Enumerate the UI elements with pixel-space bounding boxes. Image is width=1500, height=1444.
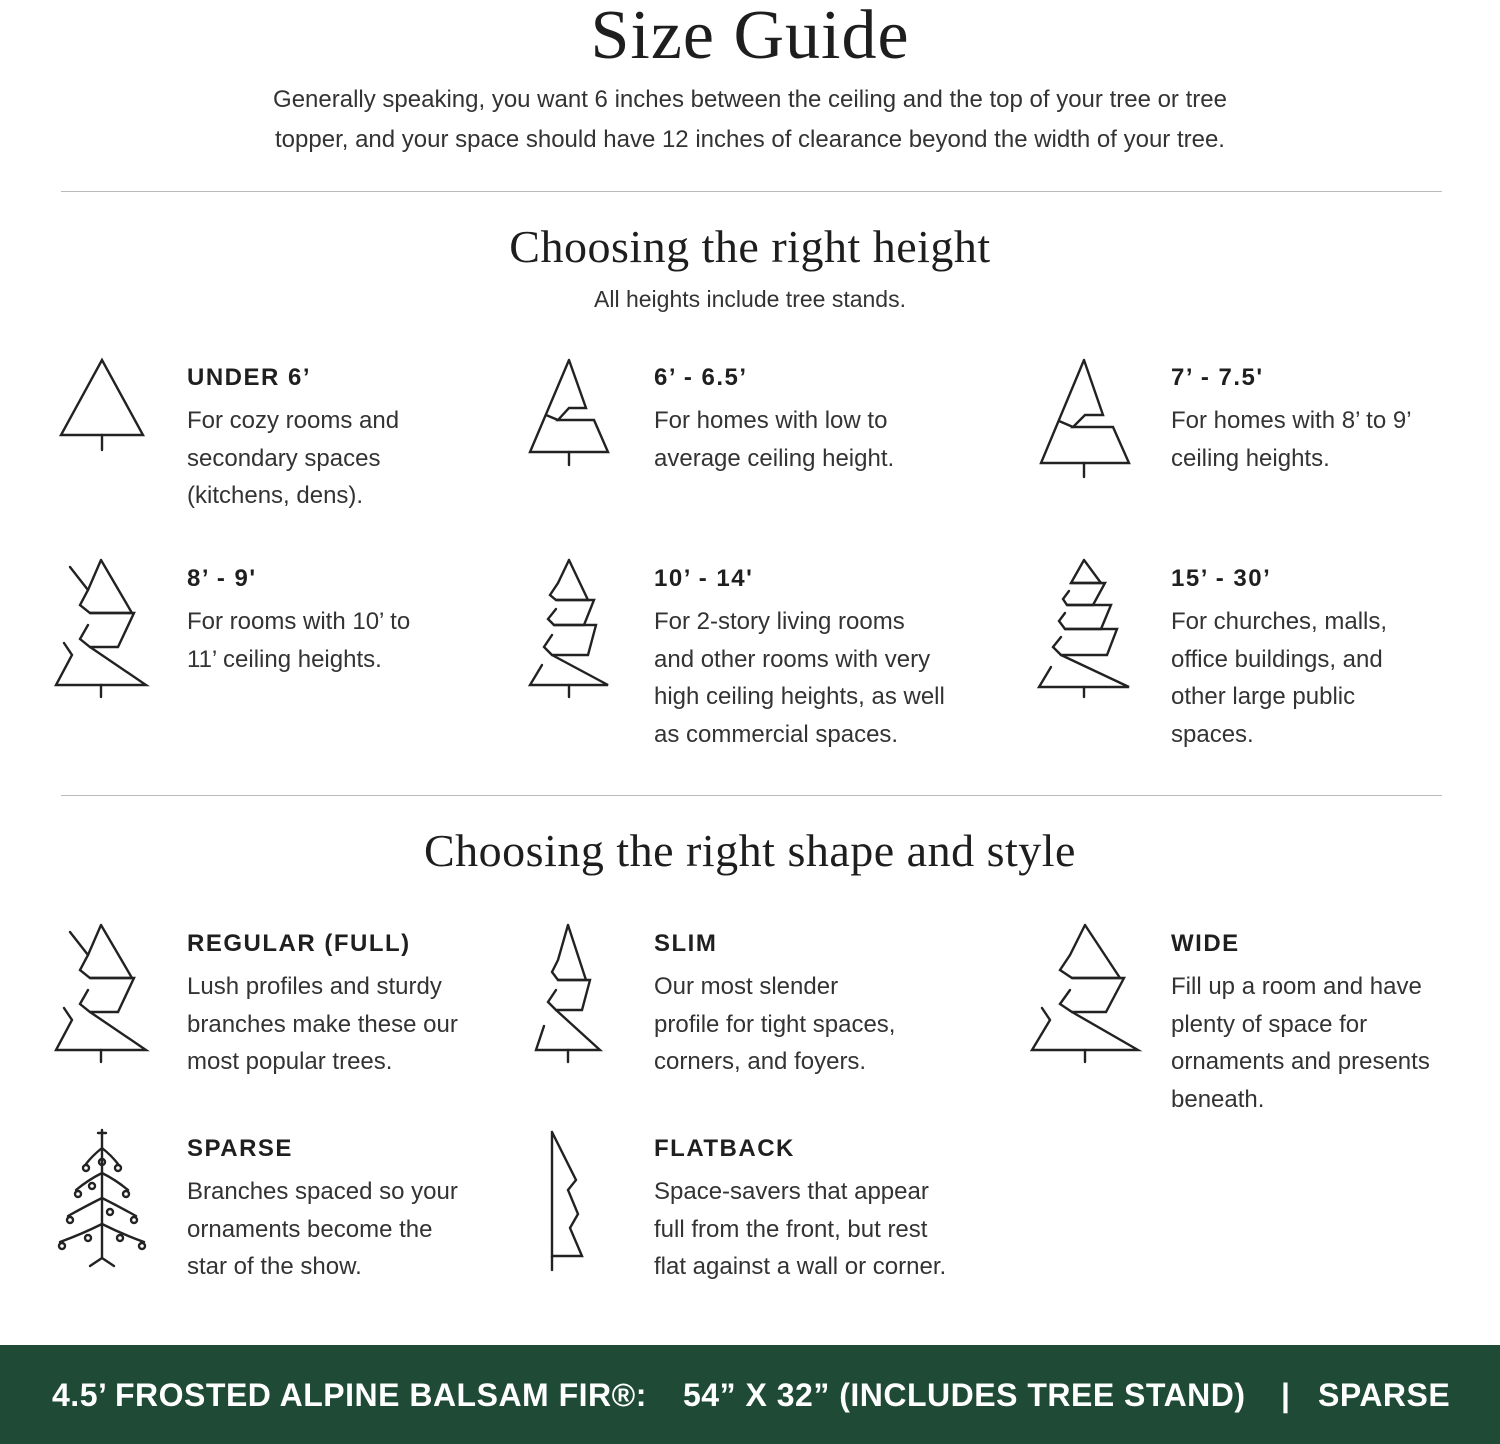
desc-line: corners, and foyers. bbox=[654, 1048, 867, 1075]
height-title-8-9: 8’ - 9' bbox=[187, 565, 257, 592]
shape-desc-wide bbox=[1171, 968, 1430, 1118]
height-desc-under-6 bbox=[187, 402, 399, 515]
height-desc-7-7-5 bbox=[1171, 402, 1412, 477]
height-desc-15-30 bbox=[1171, 603, 1387, 753]
desc-line: full from the front, but rest bbox=[654, 1215, 928, 1243]
desc-line: other large public bbox=[1171, 683, 1356, 710]
slim-tree-icon bbox=[528, 920, 608, 1065]
regular-tree-icon bbox=[50, 920, 154, 1065]
desc-line: For churches, malls, bbox=[1171, 608, 1388, 635]
desc-line: and other rooms with very bbox=[654, 645, 931, 673]
product-name: 4.5’ FROSTED ALPINE BALSAM FIR®: bbox=[52, 1377, 647, 1413]
tree-2-tier-large-icon bbox=[1033, 355, 1137, 483]
desc-line: ornaments become the bbox=[187, 1215, 433, 1243]
desc-line: For 2-story living rooms bbox=[654, 608, 905, 635]
desc-line: For cozy rooms and bbox=[187, 407, 400, 434]
desc-line: plenty of space for bbox=[1171, 1010, 1368, 1038]
desc-line: average ceiling height. bbox=[654, 444, 895, 472]
shape-desc-regular bbox=[187, 968, 458, 1081]
height-desc-8-9 bbox=[187, 603, 410, 678]
desc-line: high ceiling heights, as well bbox=[654, 683, 945, 710]
shape-title-regular: REGULAR (FULL) bbox=[187, 930, 411, 957]
desc-line: Fill up a room and have bbox=[1171, 973, 1422, 1000]
tree-1-tier-icon bbox=[55, 355, 151, 455]
shape-desc-flatback bbox=[654, 1173, 946, 1286]
desc-line: Our most slender bbox=[654, 973, 839, 1000]
shape-title-slim: SLIM bbox=[654, 930, 718, 957]
desc-line: For homes with low to bbox=[654, 407, 888, 434]
height-title-under-6: UNDER 6’ bbox=[187, 364, 312, 391]
tree-5-tier-icon bbox=[1033, 555, 1137, 700]
intro-line: topper, and your space should have 12 inches of clearance beyond the width of your tree. bbox=[275, 126, 1225, 153]
section-title-height: Choosing the right height bbox=[509, 221, 991, 272]
divider bbox=[61, 191, 1442, 192]
wide-tree-icon bbox=[1026, 920, 1144, 1065]
flatback-tree-icon bbox=[540, 1128, 600, 1273]
shape-desc-sparse bbox=[187, 1173, 458, 1286]
desc-line: flat against a wall or corner. bbox=[654, 1253, 947, 1280]
intro-text bbox=[200, 80, 1300, 160]
desc-line: as commercial spaces. bbox=[654, 720, 899, 748]
divider bbox=[61, 795, 1442, 796]
desc-line: Branches spaced so your bbox=[187, 1178, 458, 1205]
sparse-tree-icon bbox=[52, 1128, 152, 1273]
shape-title-wide: WIDE bbox=[1171, 930, 1240, 957]
shape-title-flatback: FLATBACK bbox=[654, 1135, 795, 1162]
section-subtitle-height: All heights include tree stands. bbox=[594, 286, 906, 312]
desc-line: star of the show. bbox=[187, 1253, 362, 1280]
product-banner bbox=[0, 1345, 1500, 1444]
section-title-shape: Choosing the right shape and style bbox=[424, 825, 1076, 876]
height-title-15-30: 15’ - 30’ bbox=[1171, 565, 1272, 592]
desc-line: ceiling heights. bbox=[1171, 444, 1330, 472]
desc-line: secondary spaces bbox=[187, 444, 381, 472]
desc-line: For rooms with 10’ to bbox=[187, 608, 411, 635]
desc-line: spaces. bbox=[1171, 720, 1254, 748]
tree-2-tier-icon bbox=[522, 355, 618, 470]
product-dimensions: 54” X 32” (INCLUDES TREE STAND) bbox=[683, 1377, 1246, 1413]
desc-line: Lush profiles and sturdy bbox=[187, 973, 442, 1000]
shape-desc-slim bbox=[654, 968, 895, 1081]
tree-4-tier-icon bbox=[522, 555, 618, 700]
product-style: SPARSE bbox=[1318, 1377, 1451, 1413]
desc-line: profile for tight spaces, bbox=[654, 1010, 896, 1038]
desc-line: beneath. bbox=[1171, 1085, 1265, 1113]
desc-line: Space-savers that appear bbox=[654, 1178, 929, 1205]
desc-line: 11’ ceiling heights. bbox=[187, 645, 382, 673]
tree-3-tier-icon bbox=[50, 555, 154, 700]
desc-line: ornaments and presents bbox=[1171, 1048, 1430, 1075]
height-title-7-7-5: 7’ - 7.5' bbox=[1171, 364, 1264, 391]
desc-line: most popular trees. bbox=[187, 1048, 393, 1075]
intro-line: Generally speaking, you want 6 inches between the ceiling and the top of your tree or tree bbox=[273, 86, 1227, 113]
shape-title-sparse: SPARSE bbox=[187, 1135, 293, 1162]
height-desc-10-14 bbox=[654, 603, 945, 753]
desc-line: For homes with 8’ to 9’ bbox=[1171, 407, 1412, 434]
banner-separator: | bbox=[1281, 1377, 1291, 1413]
height-title-6-6-5: 6’ - 6.5’ bbox=[654, 364, 748, 391]
height-desc-6-6-5 bbox=[654, 402, 894, 477]
desc-line: office buildings, and bbox=[1171, 645, 1383, 673]
height-title-10-14: 10’ - 14' bbox=[654, 565, 754, 592]
desc-line: branches make these our bbox=[187, 1010, 458, 1038]
desc-line: (kitchens, dens). bbox=[187, 482, 364, 509]
page-title: Size Guide bbox=[590, 0, 910, 74]
